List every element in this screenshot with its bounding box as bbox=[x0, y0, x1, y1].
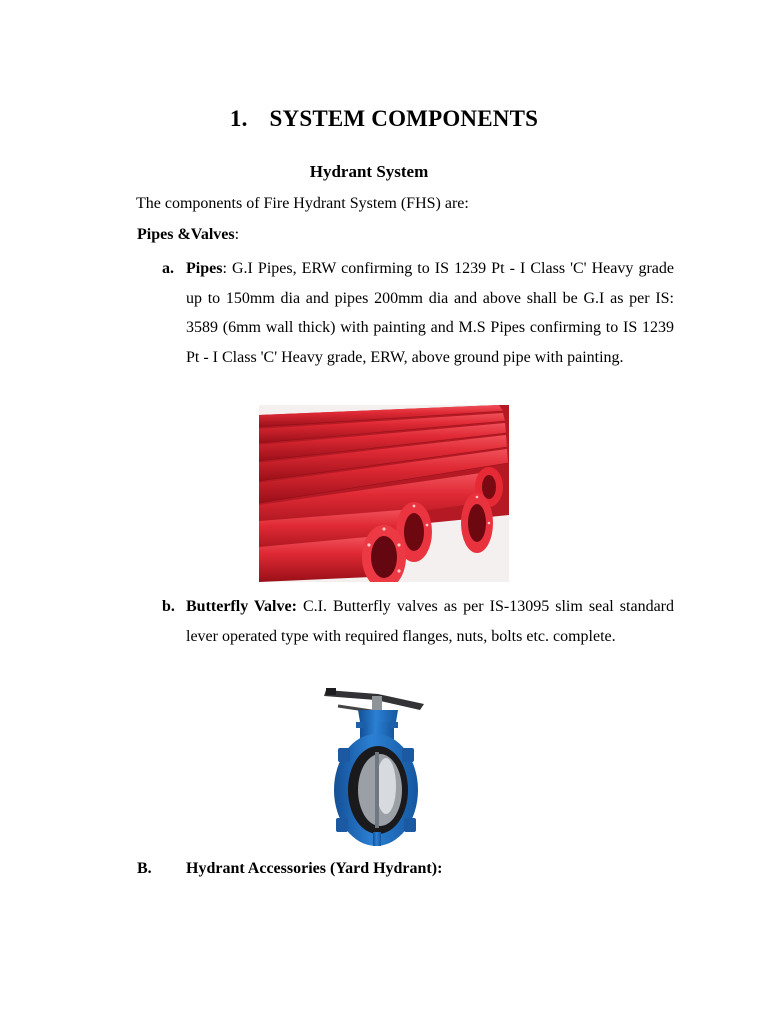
item-b-body: C.I. Butterfly valves as per IS-13095 slim seal standard lever operated type with required flanges, nuts, bolts etc. complete. bbox=[186, 598, 675, 645]
section-b-marker: B. bbox=[137, 860, 152, 877]
item-a-body: : G.I Pipes, ERW confirming to IS 1239 Pt - I Class 'C' Heavy grade up to 150mm dia and pipes 200mm dia and above shall be G.I as per IS: 3589 (6mm wall thick) with painting and M.S Pipes confirming to IS 1239 Pt - I Class 'C' Heavy grade, ERW, above ground pipe with painting. bbox=[186, 260, 674, 366]
item-b-marker: b. bbox=[162, 598, 175, 615]
intro-text: The components of Fire Hydrant System (FHS) are: bbox=[136, 195, 469, 212]
section-b-title: Hydrant Accessories (Yard Hydrant): bbox=[186, 860, 443, 877]
item-a-term: Pipes bbox=[186, 260, 223, 277]
item-a-marker: a. bbox=[162, 260, 174, 277]
butterfly-valve-image bbox=[320, 682, 432, 852]
section-title: SYSTEM COMPONENTS bbox=[269, 106, 539, 131]
section-heading bbox=[0, 106, 768, 132]
pipes-valves-colon: : bbox=[234, 226, 240, 243]
red-pipes-image bbox=[259, 405, 509, 582]
item-b-text bbox=[186, 592, 674, 651]
item-b-term: Butterfly Valve: bbox=[186, 598, 297, 615]
pipes-valves-label: Pipes &Valves bbox=[137, 226, 235, 243]
item-a-text bbox=[186, 254, 674, 372]
section-number: 1. bbox=[229, 106, 248, 131]
subheading: Hydrant System bbox=[309, 162, 429, 181]
pipes-valves-heading bbox=[137, 226, 239, 244]
